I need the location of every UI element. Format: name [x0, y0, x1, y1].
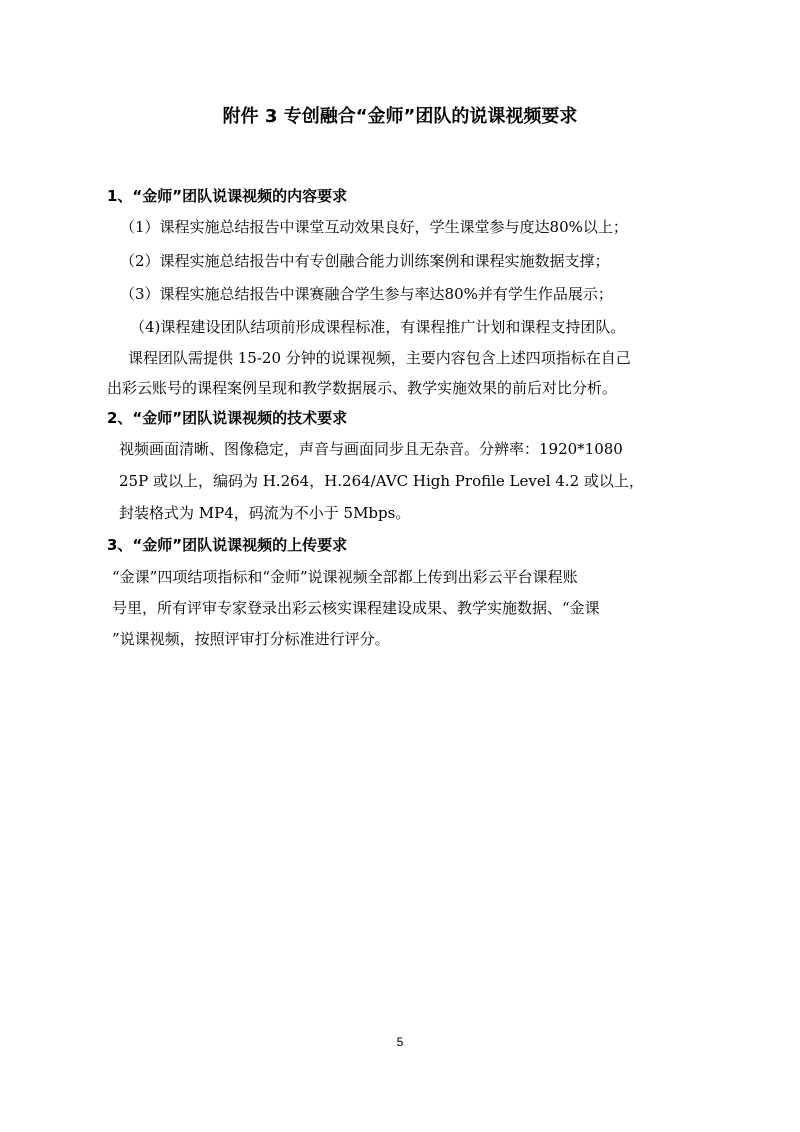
section-1-heading: 1、“金师”团队说课视频的内容要求 [107, 187, 348, 205]
section-1-item-1: （1）课程实施总结报告中课堂互动效果良好，学生课堂参与度达80%以上； [120, 218, 628, 236]
section-2-line-3: 封装格式为 MP4，码流为不小于 5Mbps。 [119, 504, 411, 522]
section-1-paragraph-line-2: 出彩云账号的课程案例呈现和教学数据展示、教学实施效果的前后对比分析。 [107, 379, 618, 397]
section-2-line-2: 25P 或以上，编码为 H.264，H.264/AVC High Profile Level 4.2 或以上， [119, 472, 644, 490]
section-3-heading: 3、“金师”团队说课视频的上传要求 [107, 536, 348, 554]
document-title: 附件 3 专创融合“金师”团队的说课视频要求 [222, 106, 578, 127]
section-3-line-3: ”说课视频，按照评审打分标准进行评分。 [112, 630, 390, 648]
page-number: 5 [396, 1035, 404, 1049]
section-3-line-2: 号里，所有评审专家登录出彩云核实课程建设成果、教学实施数据、“金课 [112, 599, 600, 617]
section-2-heading: 2、“金师”团队说课视频的技术要求 [107, 409, 348, 427]
section-1-item-2: （2）课程实施总结报告中有专创融合能力训练案例和课程实施数据支撑； [120, 252, 610, 270]
section-1-item-3: （3）课程实施总结报告中课赛融合学生参与率达80%并有学生作品展示； [120, 285, 613, 303]
section-1-item-4: （4)课程建设团队结项前形成课程标准，有课程推广计划和课程支持团队。 [130, 318, 626, 336]
section-1-paragraph-line-1: 课程团队需提供 15-20 分钟的说课视频，主要内容包含上述四项指标在自己 [128, 349, 631, 367]
section-3-line-1: “金课”四项结项指标和“金师”说课视频全部都上传到出彩云平台课程账 [112, 568, 578, 586]
section-2-line-1: 视频画面清晰、图像稳定，声音与画面同步且无杂音。分辨率：1920*1080 [119, 440, 623, 458]
